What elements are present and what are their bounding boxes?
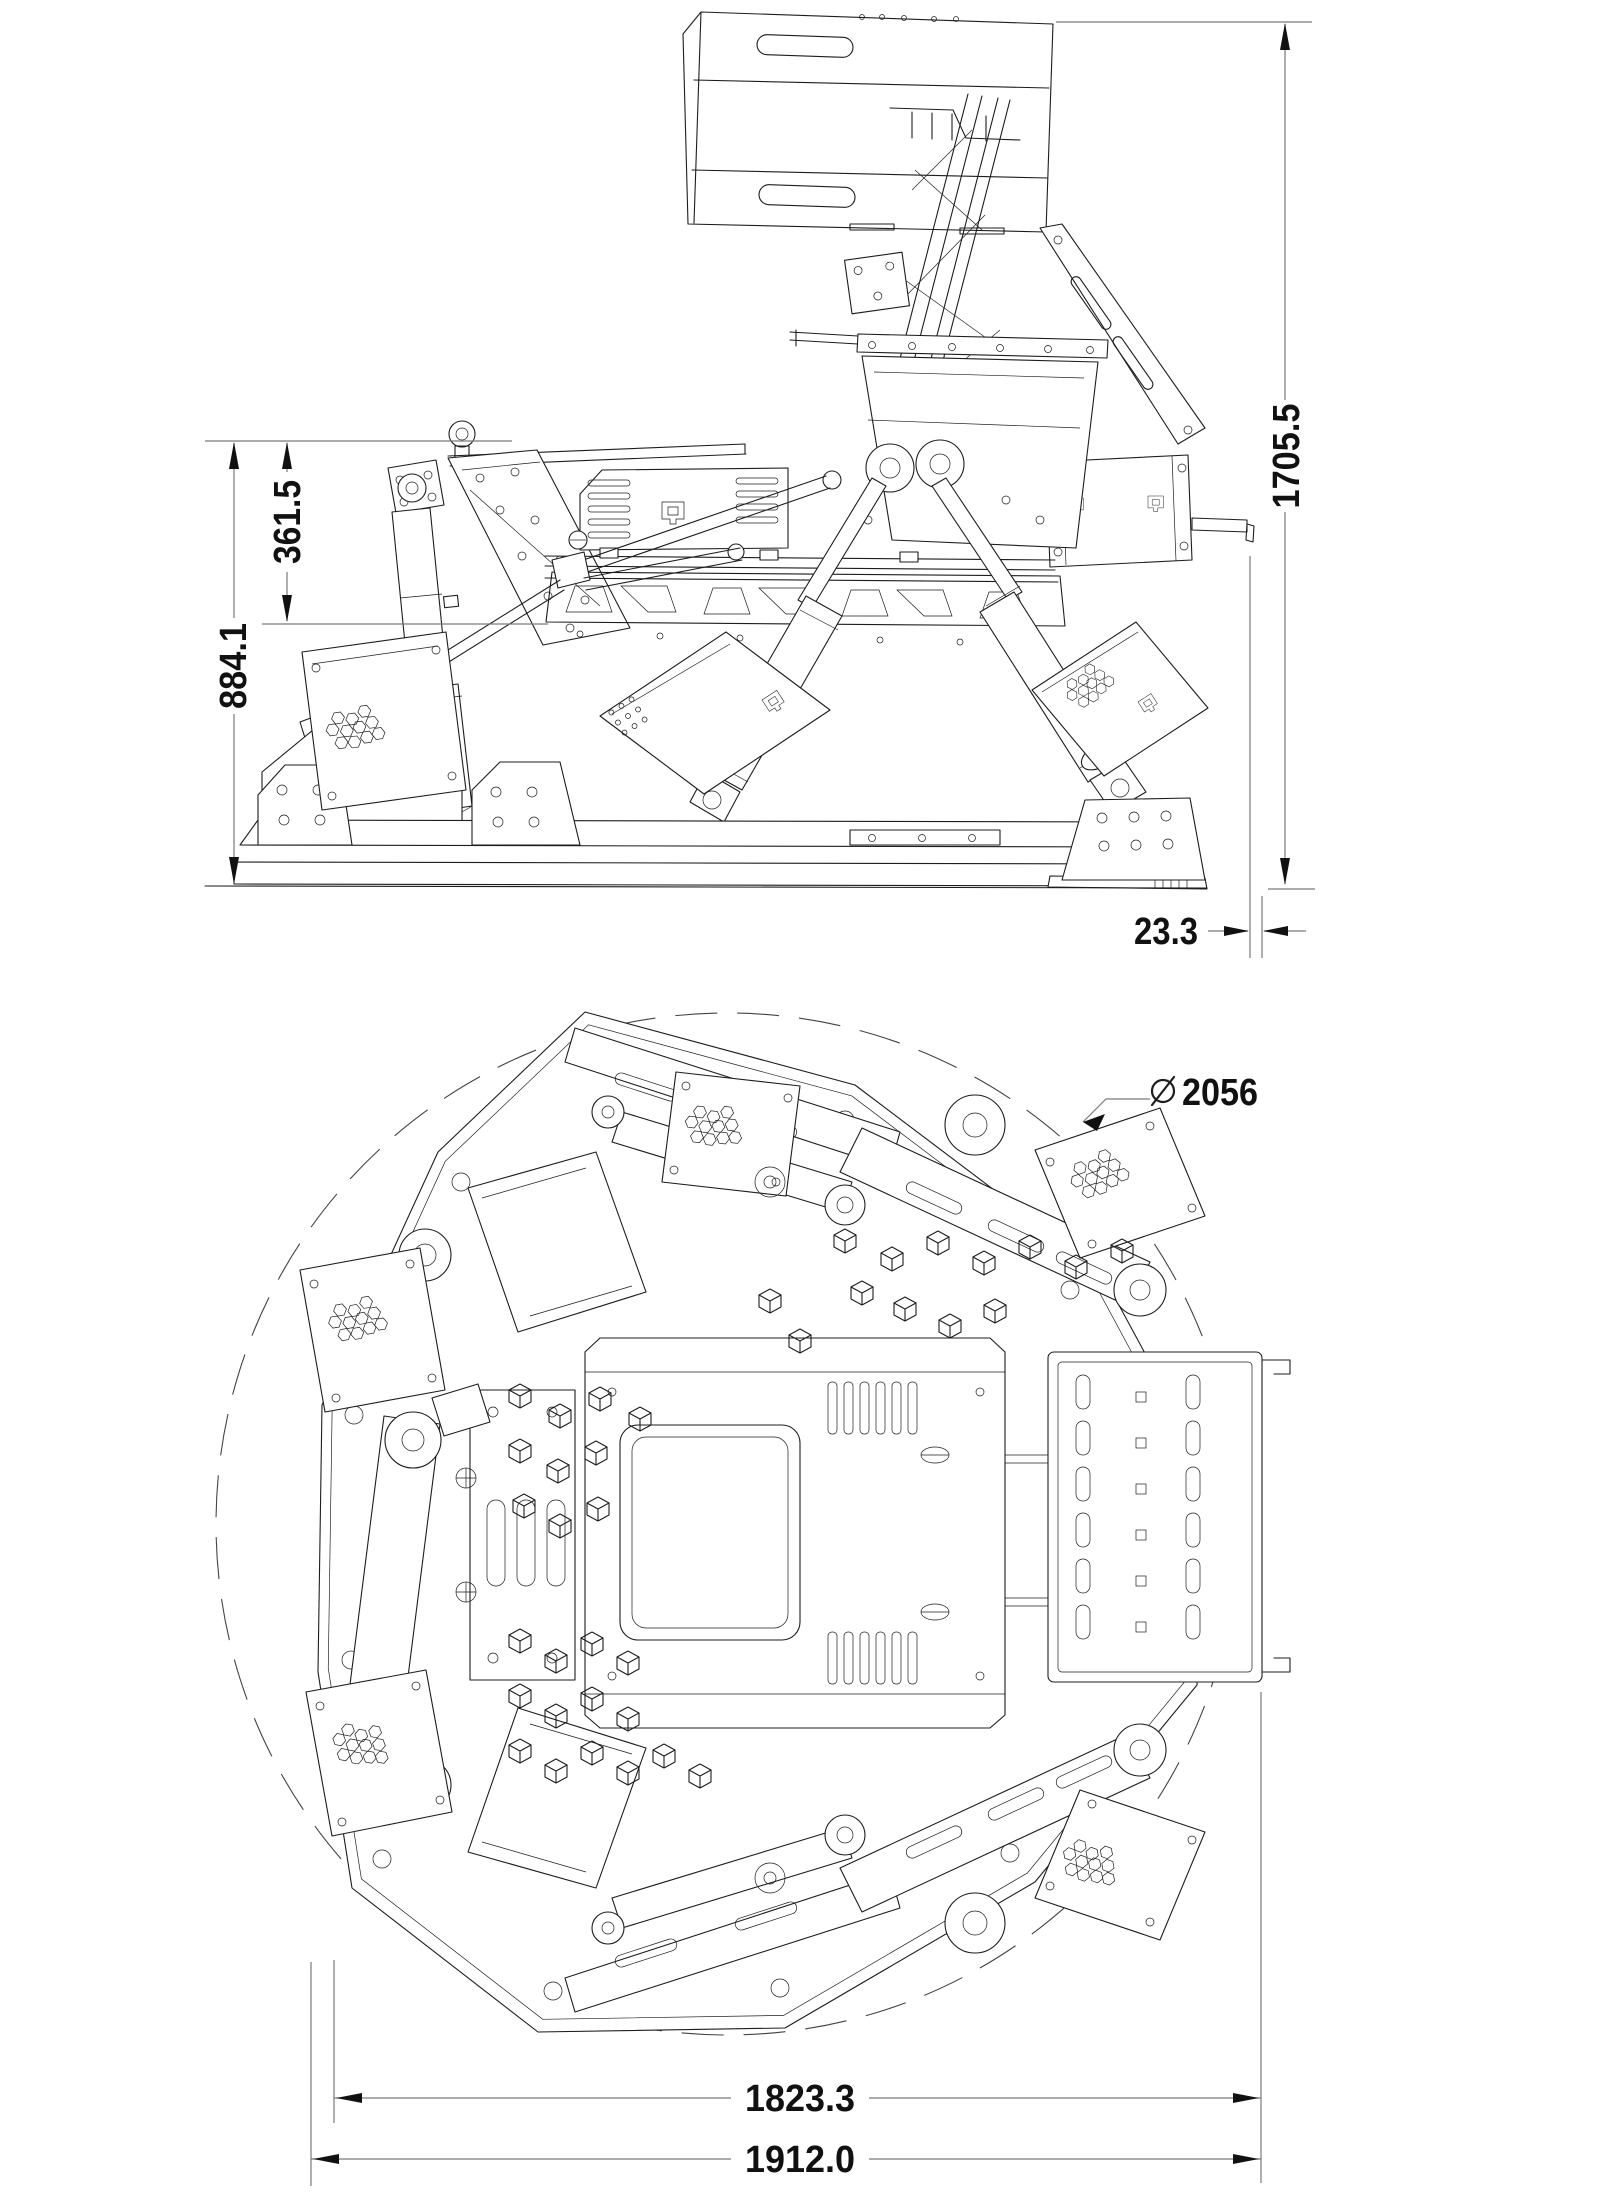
- dim-inner-width-label: 1823.3: [745, 2078, 855, 2120]
- diameter-callout: [1083, 1072, 1258, 1131]
- diameter-value-label: 2056: [1182, 1072, 1258, 1114]
- electronics-box-left: [302, 632, 466, 810]
- side-view: [205, 12, 1315, 958]
- plan-box-top: [662, 1072, 800, 1196]
- plan-box-lower-left: [306, 1670, 452, 1836]
- gimbal-assembly: [790, 330, 1108, 548]
- dim-frame-height-label: 884.1: [213, 613, 255, 709]
- electronics-box-rear: [1032, 622, 1208, 776]
- top-view: [216, 1012, 1290, 2186]
- dim-overall-height-label: 1705.5: [1266, 392, 1308, 509]
- monitor-enclosure: [683, 12, 1053, 234]
- plan-box-upper-left: [300, 1248, 445, 1412]
- pedal-tray: [1005, 1352, 1290, 1682]
- dim-rear-overhang-label: 23.3: [1134, 911, 1198, 953]
- dim-overall-width-label: 1912.0: [745, 2139, 855, 2181]
- eye-bolt: [449, 421, 475, 458]
- dim-backrest-drop-label: 361.5: [267, 468, 309, 564]
- plan-gimbal-plate: [456, 1390, 575, 1680]
